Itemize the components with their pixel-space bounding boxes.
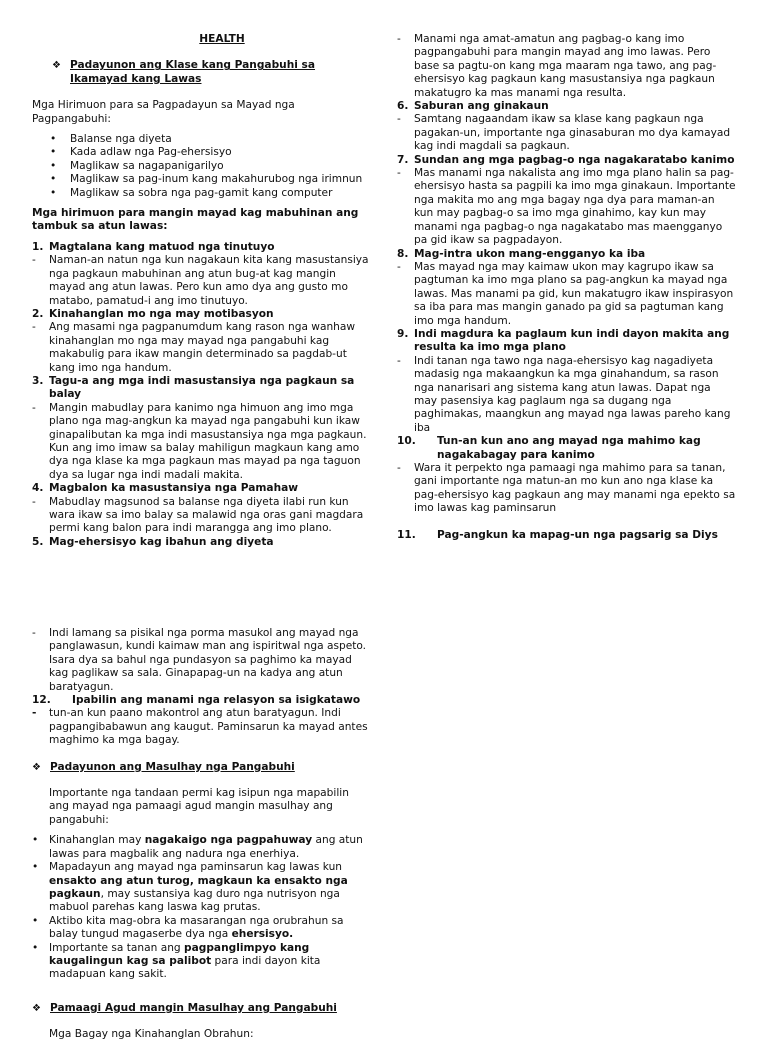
- list-item: [32, 942, 372, 982]
- item-number: 10.: [397, 435, 416, 448]
- item-body-8: [397, 261, 737, 328]
- item-title: Ipabilin ang manami nga relasyon sa isigkatawo: [72, 694, 361, 707]
- text-run: Importante sa tanan ang: [49, 941, 185, 954]
- item-heading-4: [32, 482, 372, 495]
- dash-bullet: -: [32, 627, 36, 639]
- dash-bullet: -: [397, 260, 401, 273]
- text-run: para indi dayon kita madapuan kang sakit.: [49, 954, 321, 981]
- item-body-5: [397, 33, 737, 100]
- text-run: ang atun lawas para magbalik ang nadura nga enerhiya.: [49, 834, 363, 860]
- goals-heading: Mga hirimuon para mangin mayad kag mabuhinan ang tambuk sa atun lawas:: [32, 207, 359, 233]
- item-body-3: [32, 402, 372, 482]
- item-number: 7.: [397, 153, 409, 166]
- item-heading-11: [397, 529, 737, 542]
- dash-bullet: -: [397, 113, 401, 126]
- item-title: Magtalana kang matuod nga tinutuyo: [49, 240, 275, 253]
- section-heading-text: Pamaagi Agud mangin Masulhay ang Pangabuhi: [50, 1001, 337, 1014]
- diamond-bullet-icon: ❖: [32, 1002, 41, 1014]
- intro-bullet-list: [32, 133, 372, 200]
- list-item: • Maglikaw sa sobra nga pag-gamit kang computer: [50, 187, 372, 200]
- item-body-text: Manami nga amat-amatun ang pagbag-o kang imo pagpangabuhi para mangin mayad ang imo lawas. Pero base sa pagtu-on kang mga maaram nga tawo, ang pag-ehersisyo kag pagkaun kang masustansiya nga pagkaun makatugro ka mas manami nga resulta.: [414, 33, 717, 99]
- spacer: [32, 989, 372, 1002]
- item-heading-2: [32, 308, 372, 321]
- item-body-text: Mas manami nga nakalista ang imo mga plano halin sa pag-ehersisyo hasta sa pagpili ka imo mga ginakaun. Importante nga makita mo ang mga bagay nga dya para maman-an kun may pagbag-o sa imo mga ginahimo, kay kun may manami nga pagbag-o nga nagakatabo mas maengganyo pa gid ikaw sa pagpadayon.: [414, 167, 736, 247]
- dash-bullet: -: [32, 401, 36, 414]
- item-heading-1: [32, 241, 372, 254]
- list-item: [32, 915, 372, 942]
- item-body-7: [397, 167, 737, 247]
- item-heading-8: [397, 248, 737, 261]
- item-title: Saburan ang ginakaun: [414, 100, 549, 113]
- spacer: [397, 516, 737, 529]
- item-title: Kinahanglan mo nga may motibasyon: [49, 307, 274, 320]
- section3-subheading: Mga Bagay nga Kinahanglan Obrahun:: [49, 1028, 254, 1041]
- bold-run: ensakto ang atun turog, magkaun ka ensakto nga pagkaun: [49, 874, 348, 900]
- item-heading-6: [397, 100, 737, 113]
- bold-run: pagpanglimpyo kang kaugalingun kag sa palibot: [49, 941, 310, 967]
- list-item: [32, 861, 372, 915]
- diamond-bullet-icon: ❖: [32, 761, 41, 773]
- bottom-column: [32, 627, 372, 1049]
- section2-intro: Importante nga tandaan permi kag isipun nga mapabilin ang mayad nga pamaagi agud mangin masulhay ang pangabuhi:: [49, 787, 349, 826]
- list-item: • Kada adlaw nga Pag-ehersisyo: [50, 146, 372, 159]
- list-item: • Maglikaw sa nagapanigarilyo: [50, 160, 372, 173]
- item-number: 6.: [397, 100, 409, 113]
- item-number: 4.: [32, 482, 44, 495]
- item-number: 3.: [32, 374, 44, 387]
- item-body-text: Mabudlay magsunod sa balanse nga diyeta ilabi run kun wara ikaw sa imo balay sa malawid nga oras gani magdara permi kang balon para indi marangga ang imo plano.: [49, 495, 364, 535]
- item-title: Indi magdura ka paglaum kun indi dayon makita ang resulta ka imo mga plano: [414, 327, 730, 354]
- item-body-2: [32, 321, 372, 375]
- dash-bullet: -: [397, 354, 401, 367]
- dash-bullet: -: [32, 321, 36, 334]
- item-heading-7: [397, 154, 737, 167]
- text-run: Kinahanglan may: [49, 834, 145, 847]
- item-body-text: Wara it perpekto nga pamaagi nga mahimo para sa tanan, gani importante nga matun-an mo kun ano nga klase ka pag-ehersisyo kag pagkaun ang may manami nga epekto sa imo lawas kag paminsarun: [414, 462, 736, 515]
- item-heading-12: [32, 694, 372, 707]
- dash-bullet: -: [32, 495, 36, 508]
- item-title: Sundan ang mga pagbag-o nga nagakaratabo kanimo: [414, 153, 735, 166]
- item-number: 5.: [32, 535, 44, 548]
- text-run: Aktibo kita mag-obra ka masarangan nga orubrahun sa balay tungud magaserbe dya nga: [49, 914, 344, 941]
- section-heading-lifestyle: [52, 59, 372, 86]
- item-number: 9.: [397, 327, 409, 340]
- item-number: 2.: [32, 307, 44, 320]
- diamond-bullet-icon: ❖: [52, 60, 61, 72]
- left-column: [32, 33, 372, 549]
- item-body-text: Indi lamang sa pisikal nga porma masukol ang mayad nga panglawasun, kundi kaimaw man ang ispiritwal nga aspeto. Isara dya sa bahul nga pundasyon sa paghimo ka mayad kag paglikaw sa sala. Ginapapag-un na kadya ang atun baratyagun.: [49, 627, 367, 693]
- item-title: Tagu-a ang mga indi masustansiya nga pagkaun sa balay: [49, 374, 355, 401]
- item-body-text: Ang masami nga pagpanumdum kang rason nga wanhaw kinahanglan mo nga may mayad nga pangabuhi kag makabulig para ikaw mangin determinado sa pagdab-ut kang imo nga handum.: [49, 321, 356, 374]
- dash-bullet: -: [397, 167, 401, 180]
- item-body-text: tun-an kun paano makontrol ang atun baratyagun. Indi pagpangibabawun ang kaugut. Paminsarun ka mayad antes maghimo ka mga bagay.: [49, 707, 368, 747]
- item-body-text: Indi tanan nga tawo nga naga-ehersisyo kag nagadiyeta madasig nga makaangkun ka mga ginahandum, sa rason nga nanarisari ang sistema kang atun lawas. Dapat nga may pasensiya kag paglaum nga sa dugang nga paghimakas, maangkun ang mayad nga lawas pareho kang iba: [414, 354, 731, 434]
- text-run: , may sustansiya kag duro nga nutrisyon nga mabuol parehas kang laswa kag prutas.: [49, 887, 340, 914]
- item-body-text: Samtang nagaandam ikaw sa klase kang pagkaun nga pagakan-un, importante nga ginasaburan mo dya kamayad kag indi magdali sa pagkaun.: [414, 113, 731, 153]
- item-body-11: [32, 627, 372, 694]
- list-item: • Maglikaw sa pag-inum kang makahurubog nga irimnun: [50, 173, 372, 186]
- item-title: Mag-ehersisyo kag ibahun ang diyeta: [49, 535, 274, 548]
- section-heading-comfortable-life: [32, 761, 372, 774]
- item-body-text: Mangin mabudlay para kanimo nga himuon ang imo mga plano nga mag-angkun ka mayad nga pangabuhi kun ikaw ginapalibutan ka mga indi masustansiya nga mga pagkaun. Kun ang imo imaw sa balay mahiligun magkaun kang amo dya nga klase ka mga pagkaun mas mayad pa nga taguon dya sa lugar nga indi madali makita.: [49, 401, 367, 481]
- item-heading-9: [397, 328, 737, 355]
- bold-run: ehersisyo.: [231, 928, 294, 941]
- dash-bullet: -: [32, 254, 36, 267]
- item-heading-3: [32, 375, 372, 402]
- item-body-text: Naman-an natun nga kun nagakaun kita kang masustansiya nga pagkaun mabuhinan ang atun bug-at kag mangin mayad ang atun lawas. Pero kun amo dya ang gusto mo matabo, pamatud-i ang imo tinutuyo.: [49, 254, 369, 307]
- item-body-12: [32, 707, 372, 747]
- spacer: [32, 748, 372, 761]
- document-title: HEALTH: [199, 33, 245, 45]
- item-number: 1.: [32, 240, 44, 253]
- item-title: Pag-angkun ka mapag-un nga pagsarig sa Diys: [437, 528, 718, 541]
- item-body-4: [32, 496, 372, 536]
- dash-bullet: -: [32, 707, 37, 720]
- item-title: Magbalon ka masustansiya nga Pamahaw: [49, 482, 299, 495]
- list-item: • Balanse nga diyeta: [50, 133, 372, 146]
- item-heading-5: [32, 536, 372, 549]
- item-number: 11.: [397, 528, 416, 541]
- dash-bullet: -: [397, 462, 401, 474]
- section-heading-text: Padayunon ang Masulhay nga Pangabuhi: [50, 760, 295, 773]
- item-number: 8.: [397, 247, 409, 260]
- bold-run: nagakaigo nga pagpahuway: [144, 834, 313, 847]
- item-title: Mag-intra ukon mang-engganyo ka iba: [414, 247, 646, 260]
- section-heading-text: Padayunon ang Klase kang Pangabuhi sa Ikamayad kang Lawas: [70, 59, 316, 85]
- dash-bullet: -: [397, 33, 401, 45]
- item-body-6: [397, 113, 737, 153]
- section-heading-methods: [32, 1002, 372, 1015]
- text-run: Mapadayun ang mayad nga paminsarun kag lawas kun: [49, 861, 342, 874]
- item-body-9: [397, 355, 737, 435]
- section2-bullet-list: [32, 834, 372, 981]
- intro-text: Mga Hirimuon para sa Pagpadayun sa Mayad nga Pagpangabuhi:: [32, 99, 295, 125]
- item-body-10: [397, 462, 737, 516]
- list-item: [32, 834, 372, 861]
- item-title: Tun-an kun ano ang mayad nga mahimo kag nagakabagay para kanimo: [437, 435, 701, 461]
- item-heading-10: [397, 435, 737, 462]
- item-body-1: [32, 254, 372, 308]
- item-body-text: Mas mayad nga may kaimaw ukon may kagrupo ikaw sa pagtuman ka imo mga plano sa pag-angkun ka mayad nga lawas. Mas manami pa gid, kun makatugro ikaw inspirasyon sa iba para mas mangin ganado pa gid sa pagtuman kang imo mga handum.: [414, 260, 734, 327]
- item-number: 12.: [32, 694, 51, 707]
- right-column: [397, 33, 737, 542]
